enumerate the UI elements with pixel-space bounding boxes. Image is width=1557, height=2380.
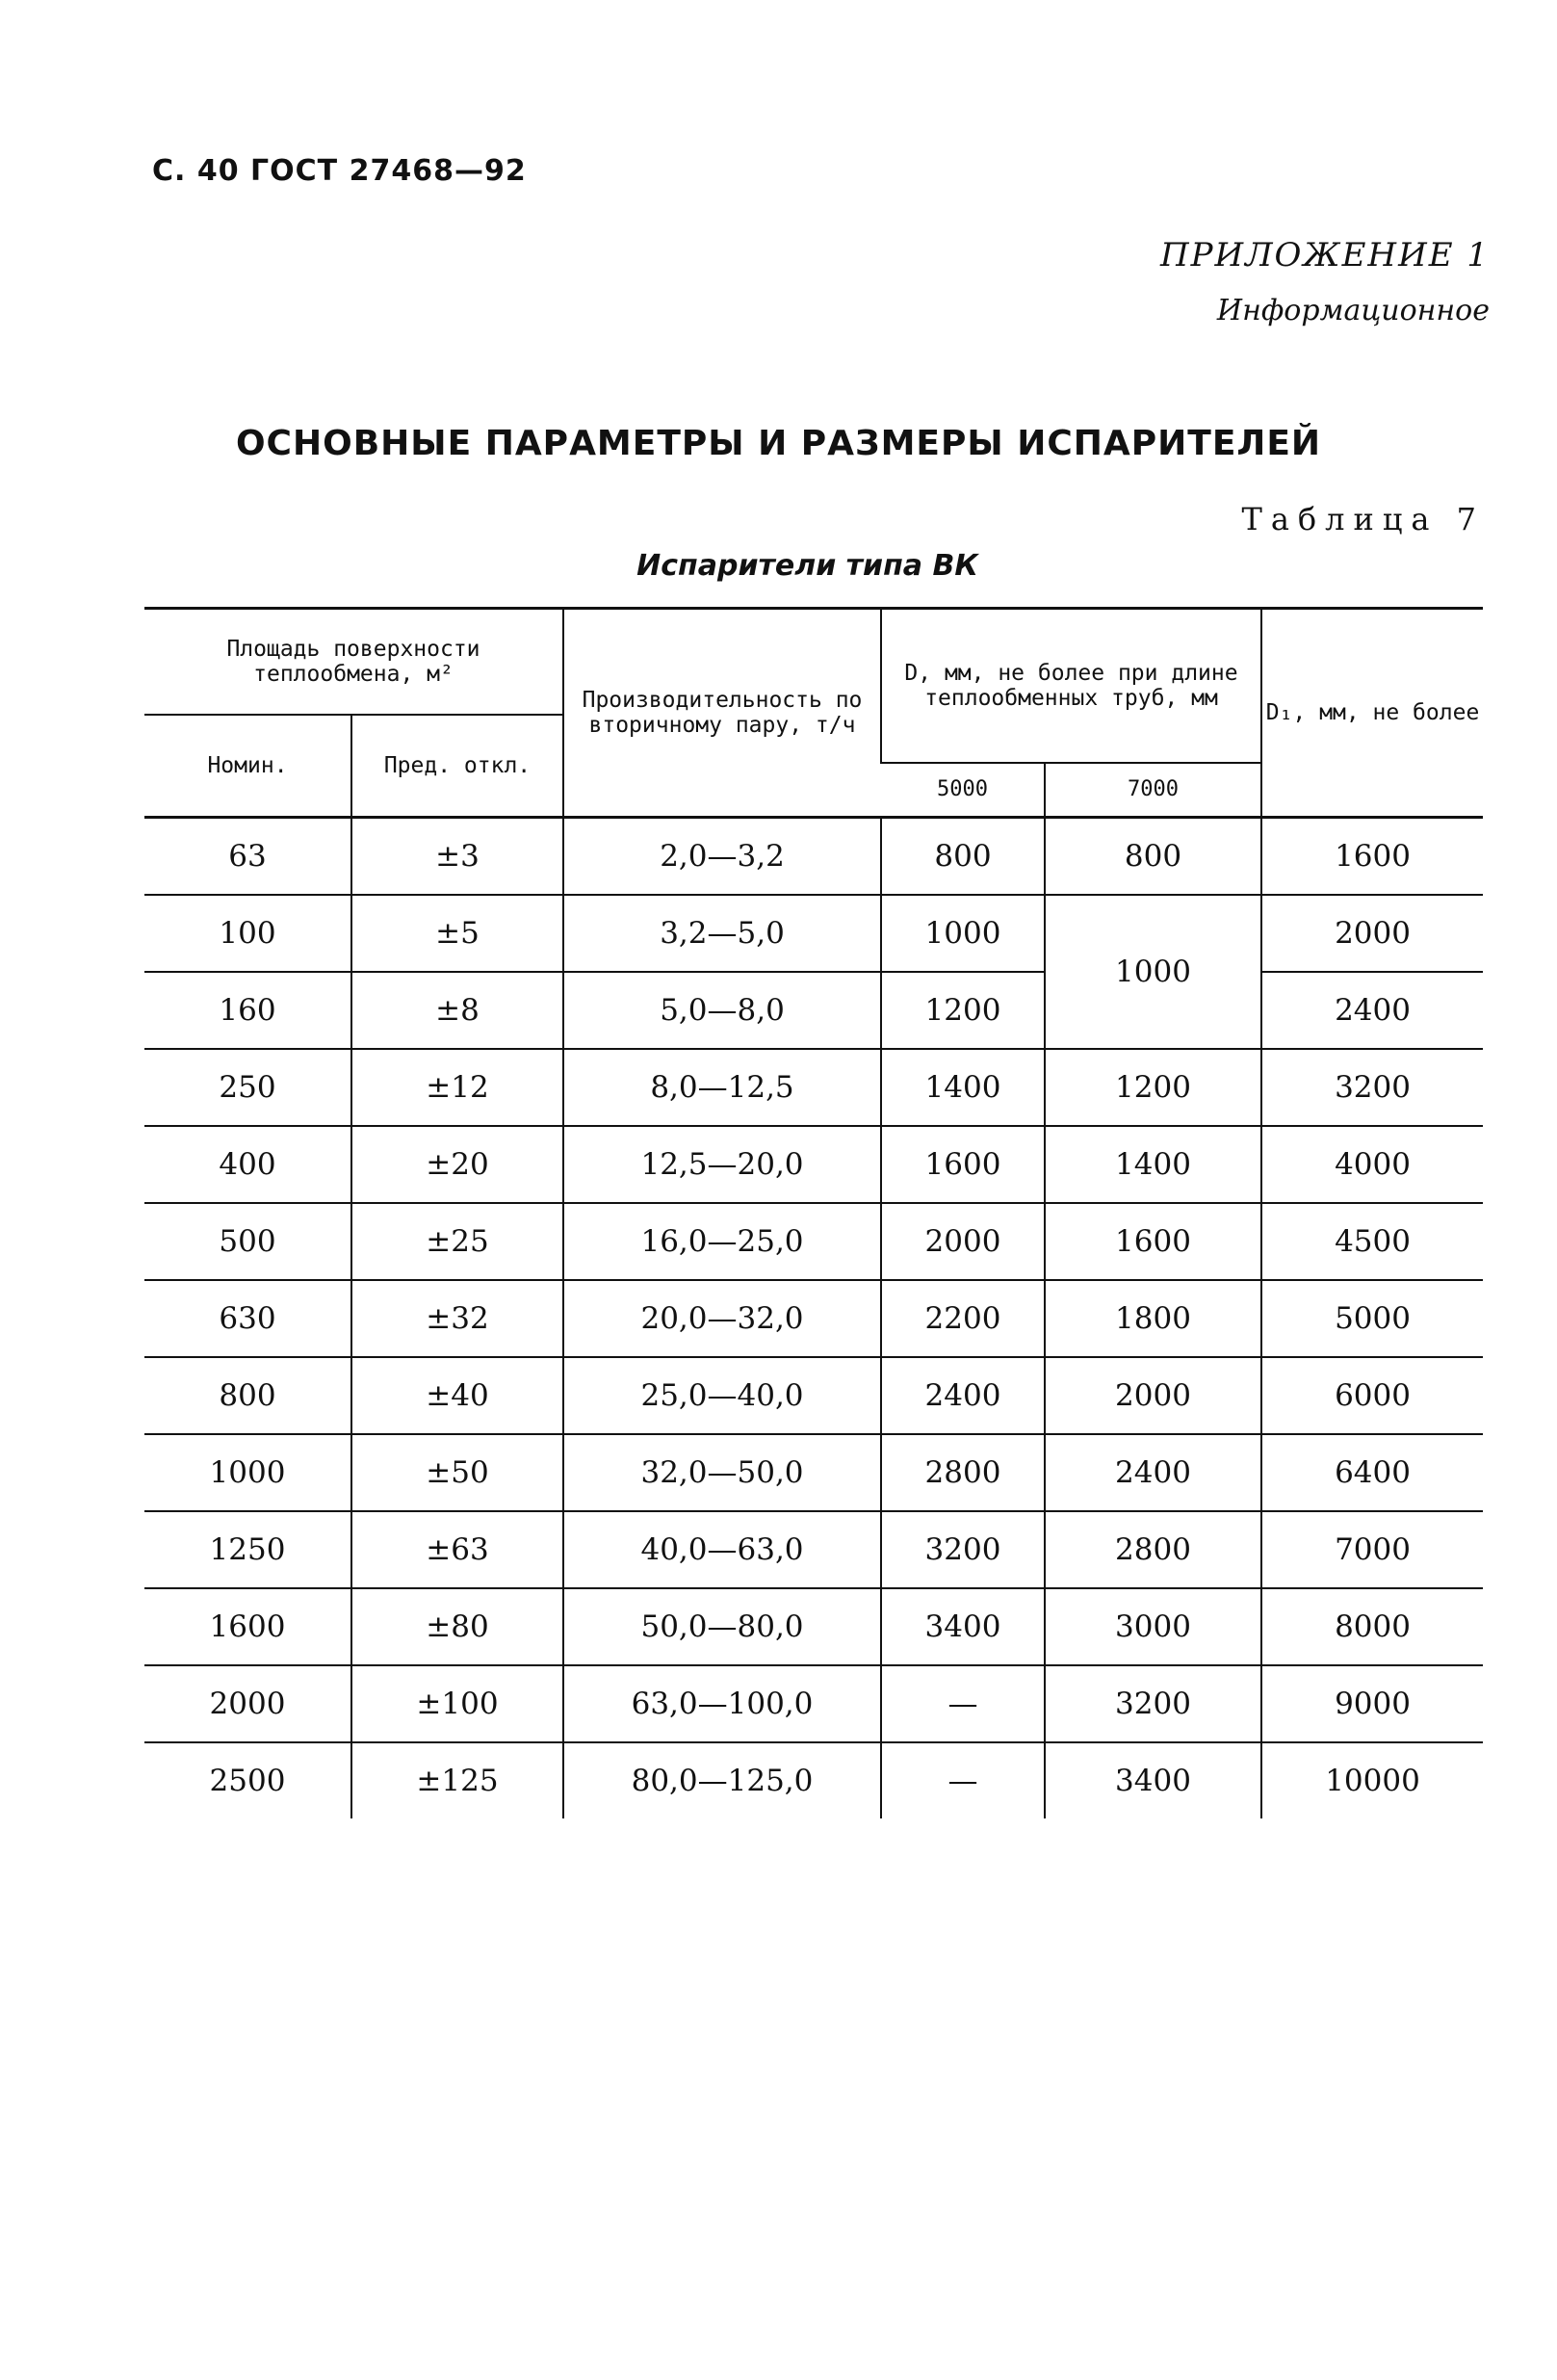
page-header-reference: С. 40 ГОСТ 27468—92 bbox=[152, 154, 527, 188]
cell-deviation: ±25 bbox=[351, 1203, 563, 1280]
cell-d5000: 3200 bbox=[881, 1511, 1045, 1588]
cell-capacity: 8,0—12,5 bbox=[563, 1049, 881, 1126]
cell-d5000: 1200 bbox=[881, 972, 1045, 1049]
cell-deviation: ±12 bbox=[351, 1049, 563, 1126]
cell-capacity: 25,0—40,0 bbox=[563, 1357, 881, 1434]
cell-d1: 2400 bbox=[1261, 972, 1483, 1049]
cell-nominal: 1000 bbox=[144, 1434, 351, 1511]
appendix-block bbox=[1160, 236, 1490, 327]
cell-d1: 7000 bbox=[1261, 1511, 1483, 1588]
cell-nominal: 500 bbox=[144, 1203, 351, 1280]
table-row bbox=[144, 895, 1483, 972]
cell-d1: 8000 bbox=[1261, 1588, 1483, 1665]
table-row bbox=[144, 1126, 1483, 1203]
cell-deviation: ±50 bbox=[351, 1434, 563, 1511]
cell-capacity: 2,0—3,2 bbox=[563, 818, 881, 896]
cell-deviation: ±8 bbox=[351, 972, 563, 1049]
cell-capacity: 63,0—100,0 bbox=[563, 1665, 881, 1742]
cell-d1: 10000 bbox=[1261, 1742, 1483, 1818]
cell-d1: 1600 bbox=[1261, 818, 1483, 896]
header-d-7000: 7000 bbox=[1045, 763, 1261, 818]
cell-nominal: 1250 bbox=[144, 1511, 351, 1588]
cell-capacity: 16,0—25,0 bbox=[563, 1203, 881, 1280]
cell-d5000: — bbox=[881, 1665, 1045, 1742]
cell-capacity: 3,2—5,0 bbox=[563, 895, 881, 972]
cell-nominal: 1600 bbox=[144, 1588, 351, 1665]
table-row bbox=[144, 1511, 1483, 1588]
cell-nominal: 63 bbox=[144, 818, 351, 896]
cell-d1: 6000 bbox=[1261, 1357, 1483, 1434]
cell-d7000: 2000 bbox=[1045, 1357, 1261, 1434]
cell-nominal: 250 bbox=[144, 1049, 351, 1126]
cell-d1: 6400 bbox=[1261, 1434, 1483, 1511]
table-row bbox=[144, 1049, 1483, 1126]
cell-deviation: ±100 bbox=[351, 1665, 563, 1742]
cell-nominal: 160 bbox=[144, 972, 351, 1049]
table-number-label: Таблица 7 bbox=[1241, 501, 1485, 537]
cell-capacity: 40,0—63,0 bbox=[563, 1511, 881, 1588]
header-deviation: Пред. откл. bbox=[351, 715, 563, 818]
cell-d7000: 1800 bbox=[1045, 1280, 1261, 1357]
cell-d5000: 2800 bbox=[881, 1434, 1045, 1511]
header-area-group: Площадь поверхности теплообмена, м² bbox=[144, 609, 563, 716]
cell-nominal: 800 bbox=[144, 1357, 351, 1434]
cell-d7000: 1600 bbox=[1045, 1203, 1261, 1280]
table-row bbox=[144, 1665, 1483, 1742]
cell-capacity: 5,0—8,0 bbox=[563, 972, 881, 1049]
cell-capacity: 20,0—32,0 bbox=[563, 1280, 881, 1357]
cell-d7000: 1400 bbox=[1045, 1126, 1261, 1203]
table-row bbox=[144, 972, 1483, 1049]
cell-d7000: 2400 bbox=[1045, 1434, 1261, 1511]
cell-d5000: 1000 bbox=[881, 895, 1045, 972]
cell-d5000: 3400 bbox=[881, 1588, 1045, 1665]
cell-d1: 4000 bbox=[1261, 1126, 1483, 1203]
cell-nominal: 630 bbox=[144, 1280, 351, 1357]
cell-d1: 2000 bbox=[1261, 895, 1483, 972]
cell-deviation: ±125 bbox=[351, 1742, 563, 1818]
cell-deviation: ±20 bbox=[351, 1126, 563, 1203]
cell-nominal: 400 bbox=[144, 1126, 351, 1203]
cell-d5000: — bbox=[881, 1742, 1045, 1818]
header-d-5000: 5000 bbox=[881, 763, 1045, 818]
table-row bbox=[144, 1357, 1483, 1434]
cell-d5000: 800 bbox=[881, 818, 1045, 896]
appendix-title: ПРИЛОЖЕНИЕ 1 bbox=[1159, 236, 1490, 275]
header-capacity: Производительность по вторичному пару, т/ч bbox=[563, 609, 881, 818]
cell-d7000: 3200 bbox=[1045, 1665, 1261, 1742]
cell-d1: 4500 bbox=[1261, 1203, 1483, 1280]
cell-d1: 5000 bbox=[1261, 1280, 1483, 1357]
table-row bbox=[144, 818, 1483, 896]
cell-deviation: ±32 bbox=[351, 1280, 563, 1357]
cell-capacity: 32,0—50,0 bbox=[563, 1434, 881, 1511]
table-row bbox=[144, 1588, 1483, 1665]
header-nominal: Номин. bbox=[144, 715, 351, 818]
cell-deviation: ±80 bbox=[351, 1588, 563, 1665]
cell-d1: 3200 bbox=[1261, 1049, 1483, 1126]
cell-d5000: 2000 bbox=[881, 1203, 1045, 1280]
cell-d7000: 800 bbox=[1045, 818, 1261, 896]
cell-d7000: 1200 bbox=[1045, 1049, 1261, 1126]
cell-deviation: ±63 bbox=[351, 1511, 563, 1588]
cell-d7000: 2800 bbox=[1045, 1511, 1261, 1588]
cell-nominal: 2000 bbox=[144, 1665, 351, 1742]
cell-nominal: 100 bbox=[144, 895, 351, 972]
cell-d7000: 3000 bbox=[1045, 1588, 1261, 1665]
cell-deviation: ±5 bbox=[351, 895, 563, 972]
cell-d5000: 1400 bbox=[881, 1049, 1045, 1126]
table-caption: Испарители типа ВК bbox=[636, 549, 978, 583]
cell-d5000: 1600 bbox=[881, 1126, 1045, 1203]
cell-nominal: 2500 bbox=[209, 1764, 286, 1798]
cell-d7000-merged: 1000 bbox=[1045, 895, 1261, 1049]
cell-d5000: 2400 bbox=[881, 1357, 1045, 1434]
cell-capacity: 80,0—125,0 bbox=[563, 1742, 881, 1818]
cell-d5000: 2200 bbox=[881, 1280, 1045, 1357]
table-row bbox=[144, 1434, 1483, 1511]
table-row bbox=[144, 1742, 1483, 1818]
evaporator-parameters-table bbox=[144, 607, 1483, 1818]
cell-d1: 9000 bbox=[1261, 1665, 1483, 1742]
header-d1: D₁, мм, не более bbox=[1261, 609, 1483, 818]
header-d-group: D, мм, не более при длине теплообменных труб, мм bbox=[881, 609, 1261, 764]
cell-capacity: 50,0—80,0 bbox=[563, 1588, 881, 1665]
appendix-subtitle: Информационное bbox=[1216, 294, 1490, 327]
table-row bbox=[144, 1280, 1483, 1357]
page-title: ОСНОВНЫЕ ПАРАМЕТРЫ И РАЗМЕРЫ ИСПАРИТЕЛЕЙ bbox=[235, 424, 1322, 463]
cell-d7000: 3400 bbox=[1045, 1742, 1261, 1818]
cell-deviation: ±3 bbox=[351, 818, 563, 896]
cell-capacity: 12,5—20,0 bbox=[563, 1126, 881, 1203]
cell-deviation: ±40 bbox=[351, 1357, 563, 1434]
table-row bbox=[144, 1203, 1483, 1280]
